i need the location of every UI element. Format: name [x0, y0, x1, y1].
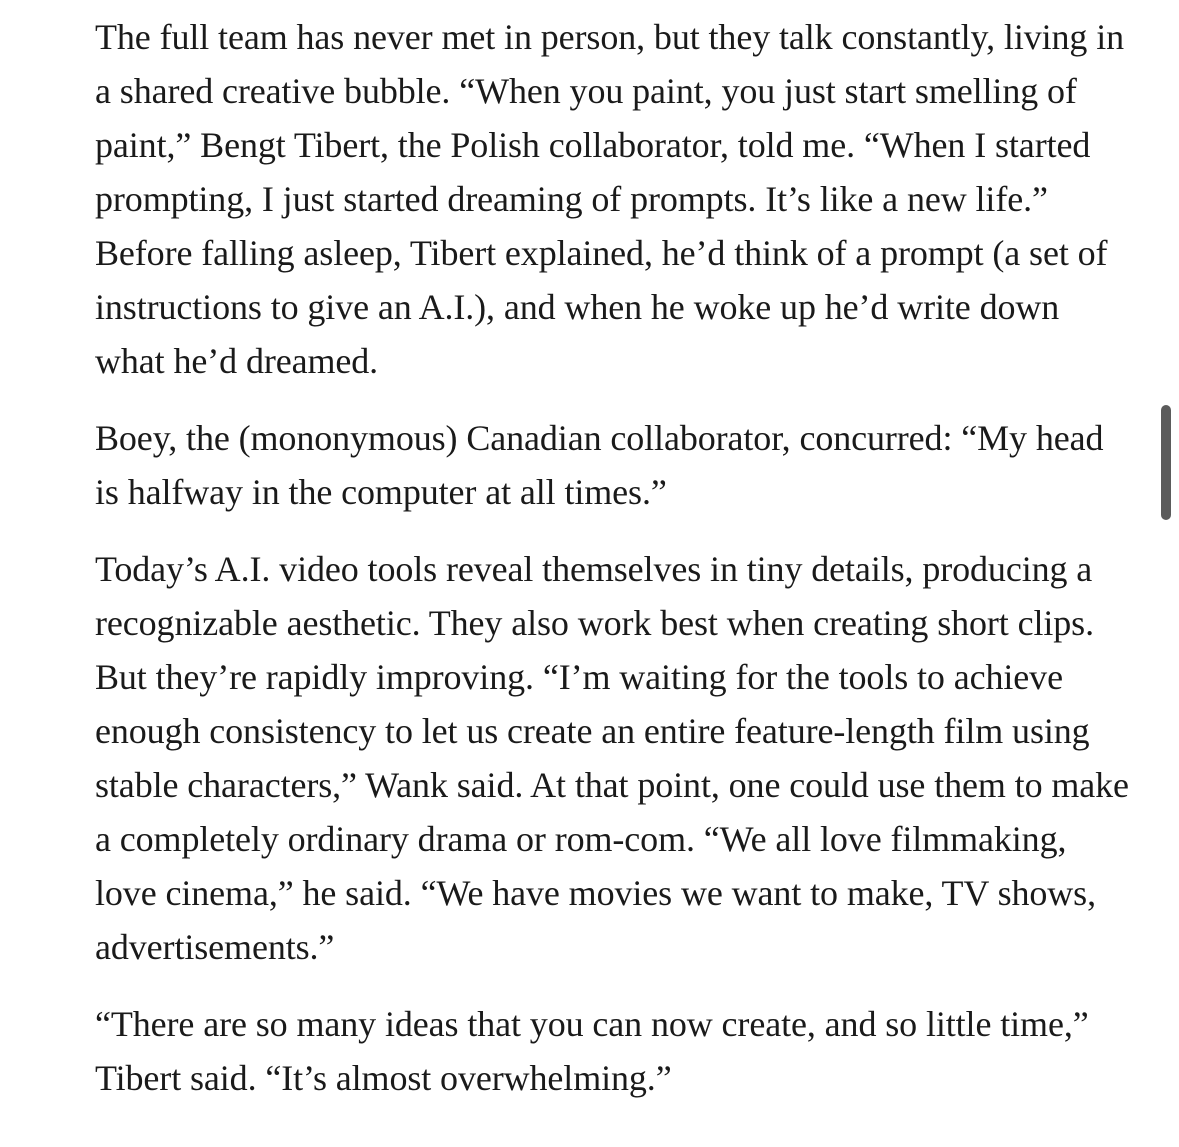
article-body [95, 10, 1135, 1128]
article-paragraph: The full team has never met in person, but they talk constantly, living in a shared creative bubble. “When you paint, you just start smelling of paint,” Bengt Tibert, the Polish collaborator, told me. “When I started prompting, I just started dreaming of prompts. It’s like a new life.” Before falling asleep, Tibert explained, he’d think of a prompt (a set of instructions to give an A.I.), and when he woke up he’d write down what he’d dreamed. [95, 17, 1125, 381]
article-paragraph: Boey, the (mononymous) Canadian collaborator, concurred: “My head is halfway in the computer at all times.” [95, 418, 1104, 512]
vertical-scrollbar-thumb[interactable] [1161, 405, 1171, 520]
article-paragraph: “There are so many ideas that you can now create, and so little time,” Tibert said. “It’s almost overwhelming.” [95, 1004, 1089, 1098]
article-paragraph: Today’s A.I. video tools reveal themselves in tiny details, producing a recognizable aesthetic. They also work best when creating short clips. But they’re rapidly improving. “I’m waiting for the tools to achieve enough consistency to let us create an entire feature-length film using stable characters,” Wank said. At that point, one could use them to make a completely ordinary drama or rom-com. “We all love filmmaking, love cinema,” he said. “We have movies we want to make, TV shows, advertisements.” [95, 549, 1129, 967]
